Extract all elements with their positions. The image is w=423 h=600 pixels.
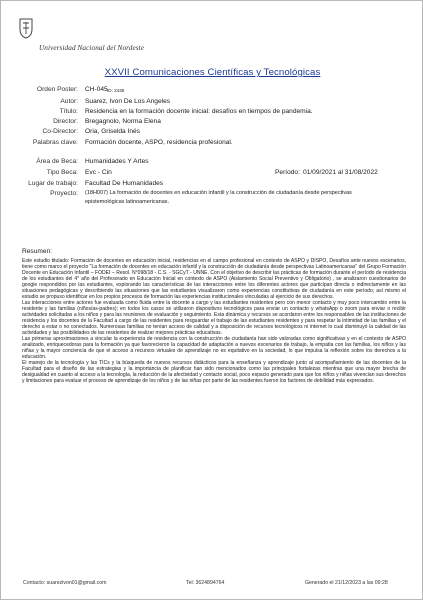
proyecto-label: Proyecto: (50, 190, 78, 197)
co-director-value: Oria, Griselda Inés (85, 128, 140, 135)
abstract-body (22, 258, 406, 384)
abstract-paragraph: El manejo de la tecnología y las TICs y la búsqueda de nuevos recursos didácticos para la enseñanza y aprendizaje junto al acompañamiento de las docentes de la Facultad para el diseño de las estrategias y la importancia de planificar han sido mencionados como las principales fortalezas mientras que una mayor brecha de desigualdad en cuanto al acceso a la tecnología, la reducción de la afectividad y contacto social, poco espacio generado para que los niños y niñas vivencian sus derechos y limitaciones para evaluar el proceso de aprendizaje de los niños y de las niñas por parte de las residentes fueron los factores de debilidad más expresados. (22, 360, 406, 385)
periodo-value: 01/09/2021 al 31/08/2022 (303, 169, 378, 176)
university-logo (17, 17, 145, 52)
lugar-de-trabajo-label: Lugar de trabajo: (28, 180, 78, 187)
conference-title: XXVII Comunicaciones Científicas y Tecnológicas (104, 67, 321, 78)
lugar-de-trabajo-value: Facultad De Humanidades (85, 180, 164, 187)
area-de-beca-label: Área de Beca: (36, 158, 78, 165)
poster-id: ID: 2435 (107, 87, 125, 93)
director-label: Director: (53, 118, 78, 125)
periodo-label: Período: (275, 169, 300, 176)
university-name-logotype: Universidad Nacional del Nordeste (39, 44, 145, 52)
proyecto-value-line1: (18H007) La formación de docentes en educación infantil y la construcción de ciudadanía desde perspectivas (85, 190, 352, 196)
university-crest-icon (17, 17, 35, 39)
footer-contact: Contacto: suarezivon01@gmail.com (23, 580, 107, 586)
autor-value: Suarez, Ivon De Los Angeles (85, 98, 171, 105)
abstract-paragraph: Las interacciones entre actores fue evaluada como fluida entre la docente a cargo y las estudiantes residentes pero con menor contacto y muy poco intercambio entre la residente y las familias (niños/as-padres); en todos los casos se utilizaron dispositivos tecnológicos para enviar un contacto y whatsApp o zoom para enviar o recibir actividades solicitadas a los niños y para las reuniones de evaluación y seguimiento. Esta dinámica y recursos se acordaron entre los responsables de las instituciones de residencia y los docentes de la Facultad a cargo de las residentes para resguardar el trabajo de las estudiantes residentes y para respetar la intimidad de las familias y el derecho a estar o no conectados. Numerosas familias no tenían acceso de calidad y a disposición de recursos tecnológicos ni internet lo cual disminuyó la calidad de las actividades y las posibilidades de las residentes de realizar mejores prácticas educativas. (22, 300, 406, 337)
tipo-beca-label: Tipo Beca: (46, 169, 78, 176)
abstract-paragraph: Las primeras aproximaciones a vincular la experiencia de residencia con la construcción de ciudadanía han sido valoradas como significativas y en el contexto de ASPO analizado, enriquecedoras para la formación ya que favorecieron la capacidad de adaptación a nuevos escenarios de trabajo, la empatía con las familias, los niños y las niñas y la mayor conciencia de que el acceso a recursos virtuales de aprendizaje no es equitativo en la sociedad, lo que impulsa la reflexión sobre los derechos a la educación. (22, 336, 406, 361)
resumen-heading: Resumen: (22, 248, 53, 255)
orden-poster-label: Orden Poster: (36, 86, 78, 93)
autor-label: Autor: (60, 98, 78, 105)
titulo-label: Título: (59, 108, 78, 115)
director-value: Bregagnolo, Norma Elena (85, 118, 161, 125)
tipo-beca-value: Evc - Cin (85, 169, 112, 176)
proyecto-value-line2: epistemológicas latinoamericanas. (85, 199, 170, 205)
co-director-label: Co-Director: (42, 128, 78, 135)
orden-poster-value: CH-045 (85, 86, 108, 93)
palabras-clave-value: Formación docente, ASPO, residencia profesional. (85, 139, 233, 146)
footer-generated-date: Generado el 21/12/2023 a las 09:28 (305, 580, 388, 586)
area-de-beca-value: Humanidades Y Artes (85, 158, 149, 165)
palabras-clave-label: Palabras clave: (32, 139, 78, 146)
footer-phone: Tel: 3624894764 (186, 580, 225, 586)
abstract-paragraph: Este estudio titulado: Formación de docentes en educación inicial, residencias en el campo profesional en contexto de ASPO y DISPO, Desafíos ante nuevos escenarios, tiene como marco el proyecto "La formación de docentes en educación infantil y la construcción de ciudadanía desde perspectivas Latinoamericanas" del Grupo Formación Docente en Educación Infantil – FODEI – Resol. N°098/18 - C.S. - SGCyT - UNNE. Con el objetivo de describir las prácticas de formación durante el período de residencia de los estudiantes del 4° año del Profesorado en Educación Inicial en contexto de ASPO (Aislamiento Social Preventivo y Obligatorio) , se analizaron cuestionarios de google respondidos por las estudiantes, explorando las características de las interacciones entre los diferentes actores que participan directa o indirectamente en las situaciones pedagógicas y describiendo las situaciones que las estudiantes visualizaron como experiencias constitutivas de ciudadanía en este período; así mismo el estudio se propuso identificar en los propios procesos de formación las experiencias institucionales vinculadas al ejercicio de sus derechos. (22, 258, 406, 301)
titulo-value: Residencia en la formación docente inicial: desafíos en tiempos de pandemia. (85, 108, 313, 115)
